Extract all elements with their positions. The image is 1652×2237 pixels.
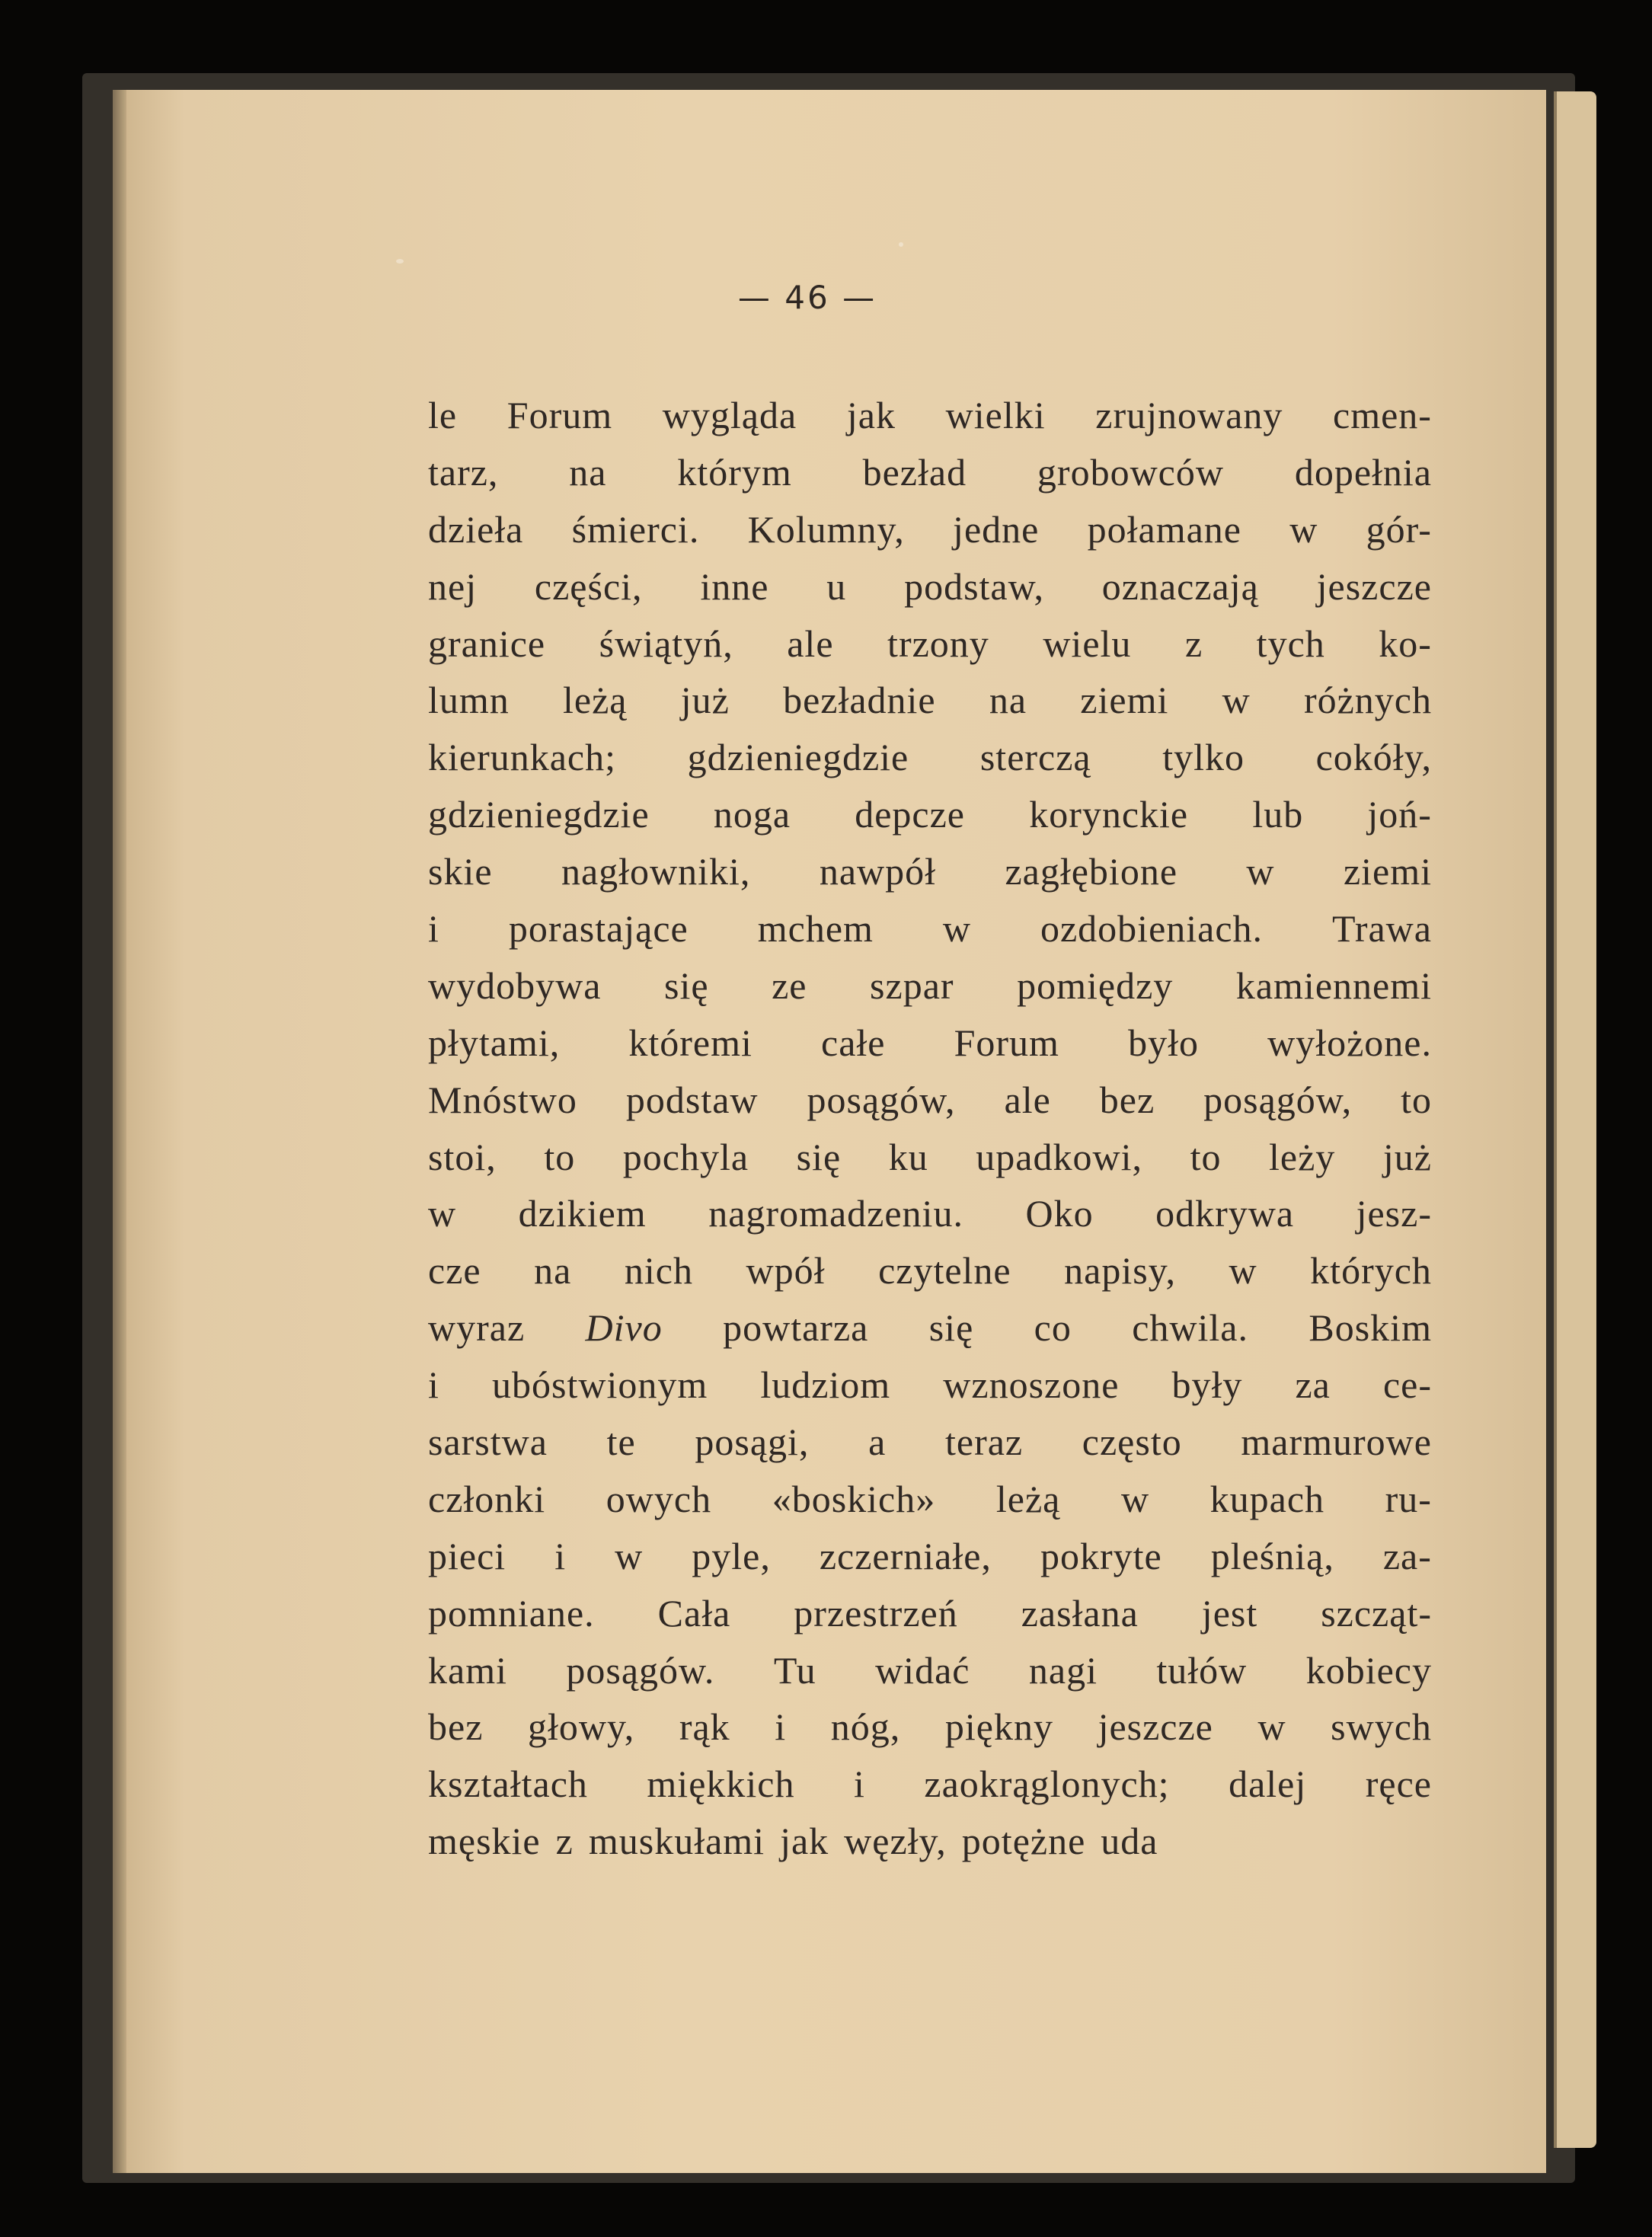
word: Oko: [1025, 1192, 1094, 1235]
word: wielu: [1043, 622, 1132, 665]
word: le: [428, 394, 458, 436]
word: dzieła: [428, 507, 524, 551]
text-line: [428, 1699, 1432, 1756]
word: wygląda: [662, 394, 797, 436]
word: ziemi: [1080, 679, 1169, 722]
word: na: [989, 679, 1027, 722]
word: w: [1289, 507, 1318, 551]
word: Tu: [773, 1648, 816, 1692]
word: wyraz: [428, 1306, 526, 1350]
text-line: [428, 387, 1432, 444]
word: chwila.: [1132, 1306, 1248, 1350]
word: jeszcze: [1098, 1705, 1213, 1749]
word: to: [1190, 1135, 1222, 1178]
word: mchem: [757, 907, 874, 951]
word: owych: [606, 1477, 712, 1520]
word: to: [1401, 1078, 1432, 1121]
word: których: [1310, 1249, 1432, 1293]
word: u: [826, 564, 847, 608]
word: już: [1382, 1135, 1432, 1178]
word: w: [1120, 1477, 1150, 1520]
text-line: [428, 1585, 1432, 1642]
word: a: [868, 1420, 887, 1464]
italic-word: Divo: [585, 1306, 663, 1350]
word: kami: [428, 1648, 507, 1692]
word: zaokrąglonych;: [924, 1762, 1170, 1806]
word: skie: [428, 850, 493, 893]
word: pomiędzy: [1017, 964, 1174, 1007]
word: w: [428, 1192, 457, 1235]
word: całe: [821, 1021, 886, 1064]
word: Cała: [657, 1591, 731, 1635]
word: lumn: [428, 679, 510, 722]
text-line: [428, 1015, 1432, 1072]
word: oznaczają: [1101, 564, 1259, 608]
word: ze: [772, 964, 807, 1007]
paper-speck: [396, 259, 404, 264]
text-line: [428, 1813, 1432, 1870]
word: w: [1222, 679, 1251, 722]
word: marmurowe: [1241, 1420, 1432, 1464]
word: ku: [888, 1135, 928, 1178]
word: nóg,: [830, 1705, 901, 1749]
word: się: [796, 1135, 842, 1178]
word: kupach: [1209, 1477, 1325, 1520]
word: joń-: [1367, 793, 1432, 836]
word: w: [1229, 1249, 1257, 1293]
word: szpar: [870, 964, 954, 1007]
word: te: [606, 1420, 636, 1464]
word: świątyń,: [599, 622, 733, 665]
word: podstaw,: [904, 564, 1044, 608]
word: głowy,: [527, 1705, 635, 1749]
word: i: [775, 1705, 787, 1749]
word: kształtach: [428, 1762, 588, 1806]
word: w: [1246, 850, 1275, 893]
word: podstaw: [625, 1078, 759, 1121]
word: przestrzeń: [794, 1591, 958, 1635]
word: nagromadzeniu.: [708, 1192, 963, 1235]
page-gutter: [113, 90, 126, 2173]
text-line: [428, 729, 1432, 786]
word: było: [1128, 1021, 1199, 1064]
word: uda: [1101, 1820, 1158, 1863]
text-line: [428, 1756, 1432, 1813]
word: teraz: [944, 1420, 1024, 1464]
word: to: [544, 1135, 576, 1178]
word: bez: [1099, 1078, 1155, 1121]
word: co: [1034, 1306, 1072, 1350]
word: którym: [677, 450, 792, 494]
word: jeszcze: [1316, 564, 1432, 608]
word: zasłana: [1021, 1591, 1139, 1635]
word: pieci: [428, 1534, 506, 1577]
text-line: [428, 1072, 1432, 1129]
word: Trawa: [1332, 907, 1432, 951]
word: pokryte: [1040, 1534, 1162, 1577]
text-line: [428, 1242, 1432, 1299]
word: cmen-: [1333, 394, 1432, 436]
word: jesz-: [1356, 1192, 1432, 1235]
word: ozdobieniach.: [1040, 907, 1264, 951]
word: ziemi: [1343, 850, 1432, 893]
word: noga: [713, 793, 791, 836]
word: tarz,: [428, 450, 499, 494]
paper-speck: [899, 242, 903, 247]
word: za: [1295, 1363, 1331, 1407]
word: pleśnią,: [1210, 1534, 1334, 1577]
word: tylko: [1162, 736, 1245, 779]
word: na: [534, 1249, 572, 1293]
word: połamane: [1087, 507, 1241, 551]
word: ubóstwionym: [491, 1363, 708, 1407]
word: jedne: [953, 507, 1040, 551]
text-line: [428, 1185, 1432, 1242]
word: i: [428, 1363, 439, 1407]
word: widać: [875, 1648, 970, 1692]
word: kobiecy: [1305, 1648, 1432, 1692]
word: wydobywa: [428, 964, 602, 1007]
word: nagłowniki,: [561, 850, 751, 893]
word: szcząt-: [1321, 1591, 1432, 1635]
word: zagłębione: [1005, 850, 1178, 893]
word: posągi,: [695, 1420, 810, 1464]
word: za-: [1382, 1534, 1432, 1577]
word: płytami,: [428, 1021, 561, 1064]
word: się: [928, 1306, 974, 1350]
text-line: [428, 1299, 1432, 1357]
word: na: [569, 450, 607, 494]
text-line: [428, 1471, 1432, 1528]
word: ru-: [1385, 1477, 1432, 1520]
word: węzły,: [844, 1820, 947, 1863]
word: w: [942, 907, 971, 951]
word: dopełnia: [1294, 450, 1432, 494]
text-line: [428, 558, 1432, 615]
word: sterczą: [979, 736, 1091, 779]
word: korynckie: [1029, 793, 1189, 836]
word: nagi: [1028, 1648, 1098, 1692]
word: męskie: [428, 1820, 541, 1863]
word: często: [1082, 1420, 1182, 1464]
text-line: [428, 957, 1432, 1015]
word: odkrywa: [1155, 1192, 1295, 1235]
body-text: [428, 387, 1432, 1870]
word: rąk: [679, 1705, 730, 1749]
word: ręce: [1365, 1762, 1432, 1806]
word: z: [555, 1820, 574, 1863]
word: Forum: [506, 394, 613, 436]
facing-page-edge: [1554, 91, 1596, 2148]
word: kierunkach;: [428, 736, 617, 779]
word: nawpół: [819, 850, 937, 893]
word: ko-: [1379, 622, 1432, 665]
word: i: [428, 907, 439, 951]
word: bezład: [862, 450, 967, 494]
word: wyłożone.: [1267, 1021, 1432, 1064]
word: i: [853, 1762, 865, 1806]
word: któremi: [628, 1021, 753, 1064]
word: upadkowi,: [976, 1135, 1142, 1178]
word: muskułami: [588, 1820, 765, 1863]
word: Forum: [954, 1021, 1059, 1064]
word: ce-: [1382, 1363, 1432, 1407]
word: były: [1171, 1363, 1243, 1407]
text-line: [428, 1357, 1432, 1414]
word: gdzieniegdzie: [687, 736, 909, 779]
word: w: [1257, 1705, 1286, 1749]
word: różnych: [1303, 679, 1432, 722]
word: dalej: [1229, 1762, 1307, 1806]
word: lub: [1252, 793, 1304, 836]
word: stoi,: [428, 1135, 497, 1178]
word: granice: [428, 622, 546, 665]
word: kamiennemi: [1235, 964, 1432, 1007]
word: się: [663, 964, 709, 1007]
word: już: [680, 679, 730, 722]
word: części,: [534, 564, 643, 608]
word: nich: [624, 1249, 693, 1293]
word: inne: [700, 564, 769, 608]
word: cokóły,: [1315, 736, 1432, 779]
text-line: [428, 1129, 1432, 1186]
text-line: [428, 672, 1432, 729]
word: porastające: [508, 907, 689, 951]
word: pyle,: [692, 1534, 771, 1577]
word: dzikiem: [518, 1192, 647, 1235]
word: posągów.: [566, 1648, 715, 1692]
word: leży: [1269, 1135, 1336, 1178]
word: tych: [1256, 622, 1325, 665]
text-line: [428, 786, 1432, 843]
text-line: [428, 444, 1432, 501]
word: sarstwa: [428, 1420, 548, 1464]
word: bezładnie: [783, 679, 936, 722]
word: śmierci.: [571, 507, 700, 551]
word: bez: [428, 1705, 484, 1749]
word: ludziom: [760, 1363, 891, 1407]
word: piękny: [944, 1705, 1053, 1749]
word: ale: [787, 622, 834, 665]
word: zrujnowany: [1095, 394, 1283, 436]
text-line: [428, 843, 1432, 900]
text-line: [428, 615, 1432, 673]
word: nej: [428, 564, 478, 608]
word: leżą: [995, 1477, 1061, 1520]
word: członki: [428, 1477, 546, 1520]
word: swych: [1331, 1705, 1432, 1749]
word: potężne: [961, 1820, 1086, 1863]
word: miękkich: [647, 1762, 795, 1806]
word: jak: [780, 1820, 829, 1863]
word: czytelne: [878, 1249, 1011, 1293]
word: zczerniałe,: [819, 1534, 992, 1577]
word: wznoszone: [943, 1363, 1120, 1407]
word: Boskim: [1308, 1306, 1432, 1350]
word: posągów,: [1203, 1078, 1353, 1121]
word: pochyla: [622, 1135, 749, 1178]
text-line: [428, 1642, 1432, 1699]
word: gdzieniegdzie: [428, 793, 650, 836]
word: pomniane.: [428, 1591, 595, 1635]
word: jak: [846, 394, 896, 436]
word: Kolumny,: [747, 507, 905, 551]
word: leżą: [563, 679, 628, 722]
word: wpół: [746, 1249, 826, 1293]
word: grobowców: [1037, 450, 1224, 494]
text-line: [428, 900, 1432, 957]
text-line: [428, 1528, 1432, 1585]
page-number: — 46 —: [737, 279, 877, 316]
word: posągów,: [807, 1078, 956, 1121]
word: Mnóstwo: [428, 1078, 577, 1121]
word: napisy,: [1064, 1249, 1176, 1293]
word: depcze: [855, 793, 965, 836]
word: gór-: [1366, 507, 1432, 551]
word: i: [554, 1534, 567, 1577]
text-line: [428, 501, 1432, 558]
word: jest: [1201, 1591, 1258, 1635]
word: ale: [1004, 1078, 1051, 1121]
word: «boskich»: [772, 1477, 936, 1520]
word: wielki: [945, 394, 1046, 436]
text-line: [428, 1414, 1432, 1471]
word: cze: [428, 1249, 481, 1293]
word: powtarza: [723, 1306, 869, 1350]
word: z: [1184, 622, 1203, 665]
word: w: [615, 1534, 644, 1577]
word: trzony: [887, 622, 989, 665]
word: tułów: [1156, 1648, 1248, 1692]
